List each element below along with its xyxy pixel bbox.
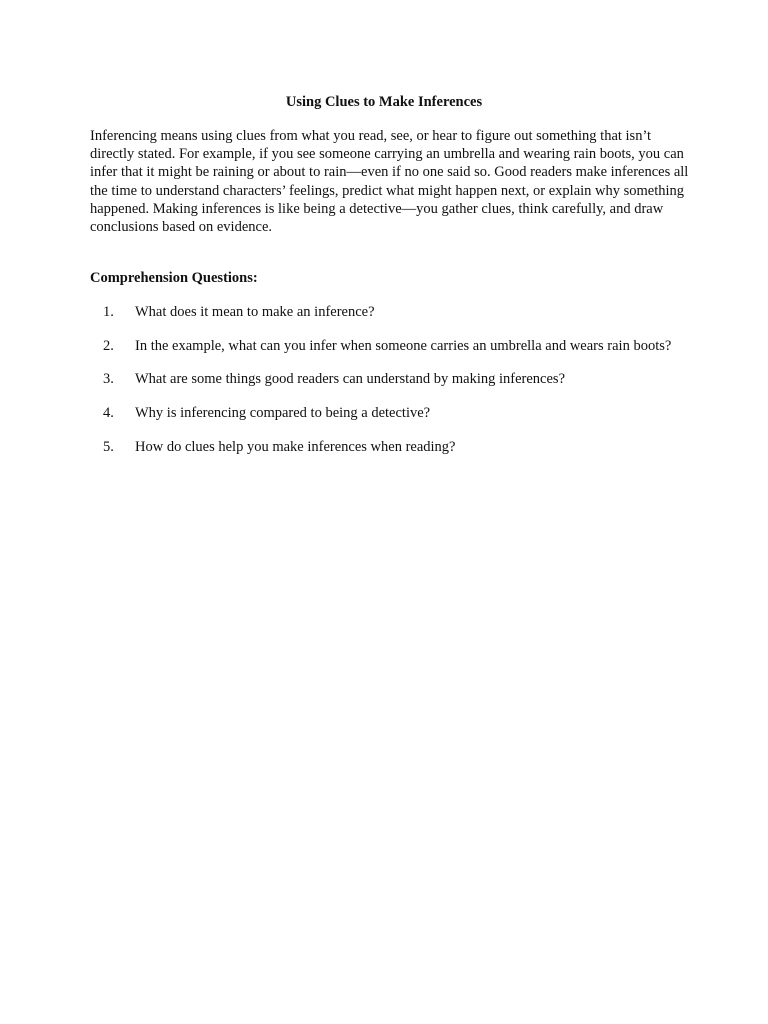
question-number: 3.	[103, 371, 114, 388]
question-text: In the example, what can you infer when someone carries an umbrella and wears rain boots?	[135, 337, 672, 354]
question-number: 4.	[103, 405, 114, 422]
question-text: Why is inferencing compared to being a detective?	[135, 405, 431, 422]
document-title: Using Clues to Make Inferences	[285, 94, 483, 110]
question-item	[90, 337, 690, 355]
question-list	[90, 303, 690, 472]
question-text: What are some things good readers can understand by making inferences?	[135, 371, 566, 388]
question-number: 2.	[103, 337, 114, 354]
question-item	[90, 303, 690, 321]
question-item	[90, 404, 690, 422]
question-number: 5.	[103, 438, 114, 455]
question-text: What does it mean to make an inference?	[135, 304, 375, 320]
question-number: 1.	[103, 304, 114, 320]
question-item	[90, 438, 690, 456]
question-text: How do clues help you make inferences when reading?	[135, 438, 456, 455]
intro-paragraph: Inferencing means using clues from what you read, see, or hear to figure out something that isn’t directly stated. For example, if you see someone carrying an umbrella and wearing rain boots, you can infer that it might be raining or about to rain—even if no one said so. Good readers make inferences all the time to understand characters’ feelings, predict what might happen next, or explain why something happened. Making inferences is like being a detective—you gather clues, think carefully, and draw conclusions based on evidence.	[90, 128, 689, 236]
questions-heading: Comprehension Questions:	[90, 270, 258, 286]
question-item	[90, 370, 690, 388]
